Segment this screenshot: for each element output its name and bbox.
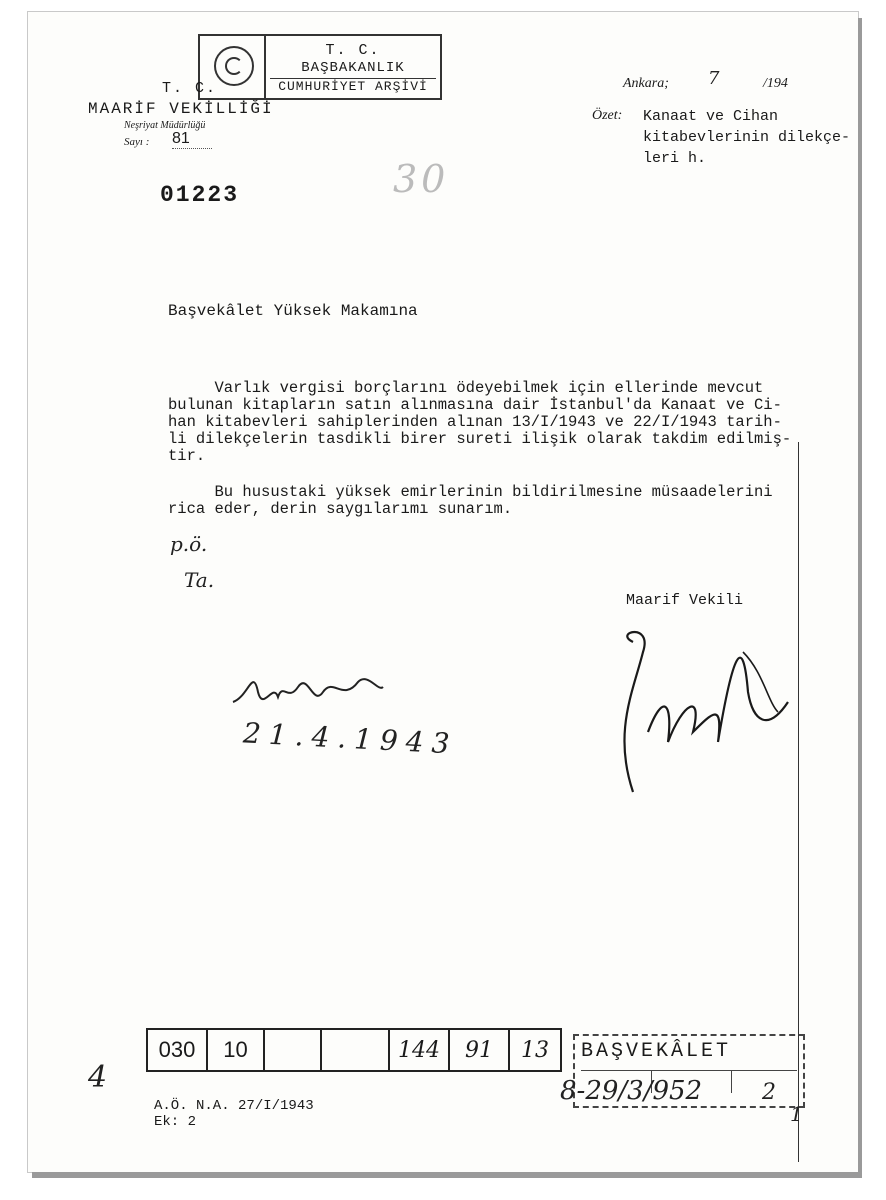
crescent-emblem-icon: [214, 46, 254, 86]
ref-cell-5: 144: [390, 1030, 450, 1070]
ref-cell-7: 13: [521, 1037, 549, 1063]
registry-count: 2: [762, 1080, 776, 1105]
registry-date: 8-29/3/952: [560, 1076, 703, 1106]
addressee: Başvekâlet Yüksek Makamına: [168, 302, 418, 320]
number-label: Sayı :: [124, 136, 150, 148]
signature: [593, 612, 793, 812]
annotation-po: p.ö.: [170, 532, 208, 556]
body-paragraph-2: Bu husustaki yüksek emirlerinin bildirilmesine müsaadelerini rica eder, derin saygılarımı sunarım.: [168, 483, 773, 518]
summary-label: Özet:: [592, 108, 623, 123]
annotation-ta: Ta.: [184, 568, 215, 592]
ministry-name: MAARİF VEKİLLİĞİ: [88, 100, 274, 118]
date-year: /194: [763, 76, 788, 91]
place-label: Ankara;: [623, 76, 669, 91]
ref-cell-3: [265, 1030, 322, 1070]
left-mark: 4: [88, 1060, 108, 1095]
archive-stamp: [198, 34, 442, 100]
page-number: 1: [790, 1102, 803, 1126]
ref-cell-2: 10: [208, 1030, 265, 1070]
pencil-mark: 30: [393, 157, 450, 201]
reference-box: [146, 1028, 562, 1072]
stamp-line-3: CUMHURİYET ARŞİVİ: [270, 78, 436, 94]
ref-cell-4: [322, 1030, 390, 1070]
document-sheet: [28, 12, 858, 1172]
number-value: 81: [172, 130, 212, 149]
registry-stamp-title: BAŞVEKÂLET: [581, 1040, 732, 1063]
date-day: 7: [708, 68, 720, 89]
department-name: Neşriyat Müdürlüğü: [124, 120, 206, 131]
document-number: 01223: [160, 182, 240, 208]
tc-heading: T. C.: [162, 80, 218, 97]
ref-cell-1: 030: [148, 1030, 208, 1070]
summary-text: Kanaat ve Cihan kitabevlerinin dilekçe- leri h.: [643, 108, 851, 167]
reference-line: A.Ö. N.A. 27/I/1943: [154, 1098, 314, 1114]
body-paragraph-1: Varlık vergisi borçlarını ödeyebilmek için ellerinde mevcut bulunan kitapların satın alınmasına dair İstanbul'da Kanaat ve Ci- han kitabevleri sahiplerinden alınan 13/I/1943 ve 22/I/1943 tarih- li dilekçelerin tasdikli birer sureti ilişik olarak takdim edilmiş- tir.: [168, 379, 792, 465]
stamp-line-1: T. C.: [325, 42, 381, 59]
signer-title: Maarif Vekili: [626, 592, 744, 609]
stamp-line-2: BAŞBAKANLIK: [301, 60, 405, 76]
attachment-line: Ek: 2: [154, 1114, 197, 1130]
ref-cell-6: 91: [450, 1030, 510, 1070]
handwritten-date: 21.4.1943: [242, 716, 459, 761]
